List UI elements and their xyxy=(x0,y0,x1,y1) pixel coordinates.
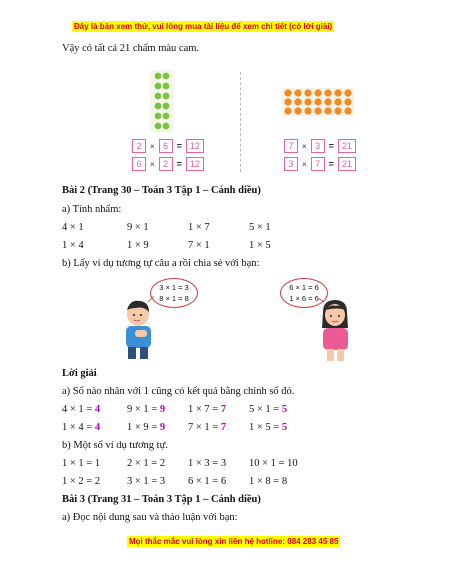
left-equation-1 xyxy=(132,139,204,153)
orange-dot xyxy=(284,107,291,114)
orange-dot xyxy=(344,107,351,114)
answer-cell xyxy=(127,404,165,415)
green-dot xyxy=(163,73,170,80)
answer-value: 9 xyxy=(159,404,166,415)
answer-expr: 7 × 1 = xyxy=(188,422,219,433)
bai3-part-a: a) Đọc nội dung sau và thảo luận với bạn: xyxy=(62,512,238,523)
bai2-cell: 7 × 1 xyxy=(188,240,210,251)
orange-dot xyxy=(294,107,301,114)
footer-banner: Mọi thắc mắc vui lòng xin liên hệ hotline: 084 283 45 85 xyxy=(129,537,339,546)
number-box: 2 xyxy=(132,139,146,153)
result-box: 21 xyxy=(338,157,356,171)
green-dot xyxy=(155,123,162,130)
answer-value: 4 xyxy=(94,404,101,415)
green-dot xyxy=(163,83,170,90)
girl-illustration xyxy=(316,298,356,364)
orange-dot xyxy=(294,98,301,105)
example-cell: 2 × 1 = 2 xyxy=(127,458,166,469)
orange-dot xyxy=(344,98,351,105)
orange-dot xyxy=(314,89,321,96)
example-cell: 1 × 2 = 2 xyxy=(62,476,101,487)
number-box: 3 xyxy=(311,139,325,153)
header-banner: Đây là bản xem thử, vui lòng mua tài liệu để xem chi tiết (có lời giải) xyxy=(74,22,333,31)
times-sign: × xyxy=(150,141,155,151)
answer-cell xyxy=(249,404,287,415)
orange-dot xyxy=(324,98,331,105)
answer-cell xyxy=(62,422,100,433)
green-dot xyxy=(163,113,170,120)
orange-dot xyxy=(334,107,341,114)
orange-dot xyxy=(304,107,311,114)
left-equations xyxy=(132,139,204,171)
number-box: 3 xyxy=(284,157,298,171)
loi-giai-part-a: a) Số nào nhân với 1 cũng có kết quả bằng chính số đó. xyxy=(62,386,295,397)
orange-dot xyxy=(304,98,311,105)
answer-cell xyxy=(62,404,100,415)
answer-cell xyxy=(188,404,226,415)
figure-multiplication xyxy=(60,62,390,180)
right-equation-2 xyxy=(284,157,356,171)
orange-dot xyxy=(294,89,301,96)
green-dot xyxy=(155,83,162,90)
bai2-cell: 4 × 1 xyxy=(62,222,84,233)
bubble-line: 3 × 1 = 3 xyxy=(159,283,189,292)
example-cell: 1 × 3 = 3 xyxy=(188,458,227,469)
green-dot xyxy=(155,113,162,120)
number-box: 2 xyxy=(159,157,173,171)
times-sign: × xyxy=(150,159,155,169)
answer-value: 4 xyxy=(94,422,101,433)
intro-text: Vậy có tất cả 21 chấm màu cam. xyxy=(62,43,200,54)
orange-dot-card xyxy=(282,88,354,116)
result-box: 12 xyxy=(186,157,204,171)
answer-value: 5 xyxy=(281,404,288,415)
answer-value: 9 xyxy=(159,422,166,433)
number-box: 7 xyxy=(311,157,325,171)
bai2-title: Bài 2 (Trang 30 – Toán 3 Tập 1 – Cánh diều) xyxy=(62,185,261,196)
orange-dot xyxy=(304,89,311,96)
bai2-cell: 1 × 4 xyxy=(62,240,84,251)
answer-value: 5 xyxy=(281,422,288,433)
result-box: 12 xyxy=(186,139,204,153)
orange-dot xyxy=(324,107,331,114)
bai2-cell: 1 × 5 xyxy=(249,240,271,251)
loi-giai-title: Lời giải xyxy=(62,368,97,379)
orange-dot xyxy=(334,98,341,105)
green-dot xyxy=(155,73,162,80)
example-cell: 10 × 1 = 10 xyxy=(249,458,298,469)
result-box: 21 xyxy=(338,139,356,153)
bai2-part-a: a) Tính nhẩm: xyxy=(62,204,122,215)
figure-divider xyxy=(240,72,241,172)
loi-giai-part-b: b) Một số ví dụ tương tự. xyxy=(62,440,168,451)
green-dot xyxy=(155,103,162,110)
boy-illustration xyxy=(118,296,164,362)
green-dot xyxy=(163,103,170,110)
orange-dot xyxy=(344,89,351,96)
bai2-part-b: b) Lấy ví dụ tương tự câu a rồi chia sẻ với bạn: xyxy=(62,258,260,269)
orange-dot xyxy=(314,98,321,105)
answer-cell xyxy=(249,422,287,433)
bai2-cell: 1 × 9 xyxy=(127,240,149,251)
equals-sign: = xyxy=(328,141,334,151)
equals-sign: = xyxy=(176,141,182,151)
left-equation-2 xyxy=(132,157,204,171)
number-box: 7 xyxy=(284,139,298,153)
bai2-cell: 9 × 1 xyxy=(127,222,149,233)
answer-value: 7 xyxy=(220,404,227,415)
answer-expr: 5 × 1 = xyxy=(249,404,280,415)
bai2-cell: 1 × 7 xyxy=(188,222,210,233)
orange-dot xyxy=(334,89,341,96)
answer-value: 7 xyxy=(220,422,227,433)
green-dot xyxy=(163,93,170,100)
times-sign: × xyxy=(302,159,307,169)
example-cell: 1 × 8 = 8 xyxy=(249,476,288,487)
equals-sign: = xyxy=(328,159,334,169)
orange-dot xyxy=(324,89,331,96)
bubble-line: 8 × 1 = 8 xyxy=(159,294,189,303)
right-equations xyxy=(284,139,356,171)
answer-cell xyxy=(127,422,165,433)
orange-dot xyxy=(314,107,321,114)
answer-expr: 1 × 4 = xyxy=(62,422,93,433)
green-dot-card xyxy=(150,70,174,132)
answer-expr: 1 × 9 = xyxy=(127,422,158,433)
orange-dots xyxy=(282,88,354,116)
bubble-line: 1 × 6 = 6 xyxy=(289,294,319,303)
number-box: 6 xyxy=(159,139,173,153)
answer-cell xyxy=(188,422,226,433)
orange-dot xyxy=(284,98,291,105)
example-cell: 3 × 1 = 3 xyxy=(127,476,166,487)
example-cell: 1 × 1 = 1 xyxy=(62,458,101,469)
answer-expr: 1 × 5 = xyxy=(249,422,280,433)
answer-expr: 9 × 1 = xyxy=(127,404,158,415)
orange-dot xyxy=(284,89,291,96)
green-dot xyxy=(163,123,170,130)
bubble-line: 6 × 1 = 6 xyxy=(289,283,319,292)
bai3-title: Bài 3 (Trang 31 – Toán 3 Tập 1 – Cánh diều) xyxy=(62,494,261,505)
answer-expr: 1 × 7 = xyxy=(188,404,219,415)
right-equation-1 xyxy=(284,139,356,153)
example-cell: 6 × 1 = 6 xyxy=(188,476,227,487)
answer-expr: 4 × 1 = xyxy=(62,404,93,415)
green-dot xyxy=(155,93,162,100)
times-sign: × xyxy=(302,141,307,151)
green-dots xyxy=(150,70,174,132)
equals-sign: = xyxy=(176,159,182,169)
bai2-cell: 5 × 1 xyxy=(249,222,271,233)
number-box: 6 xyxy=(132,157,146,171)
